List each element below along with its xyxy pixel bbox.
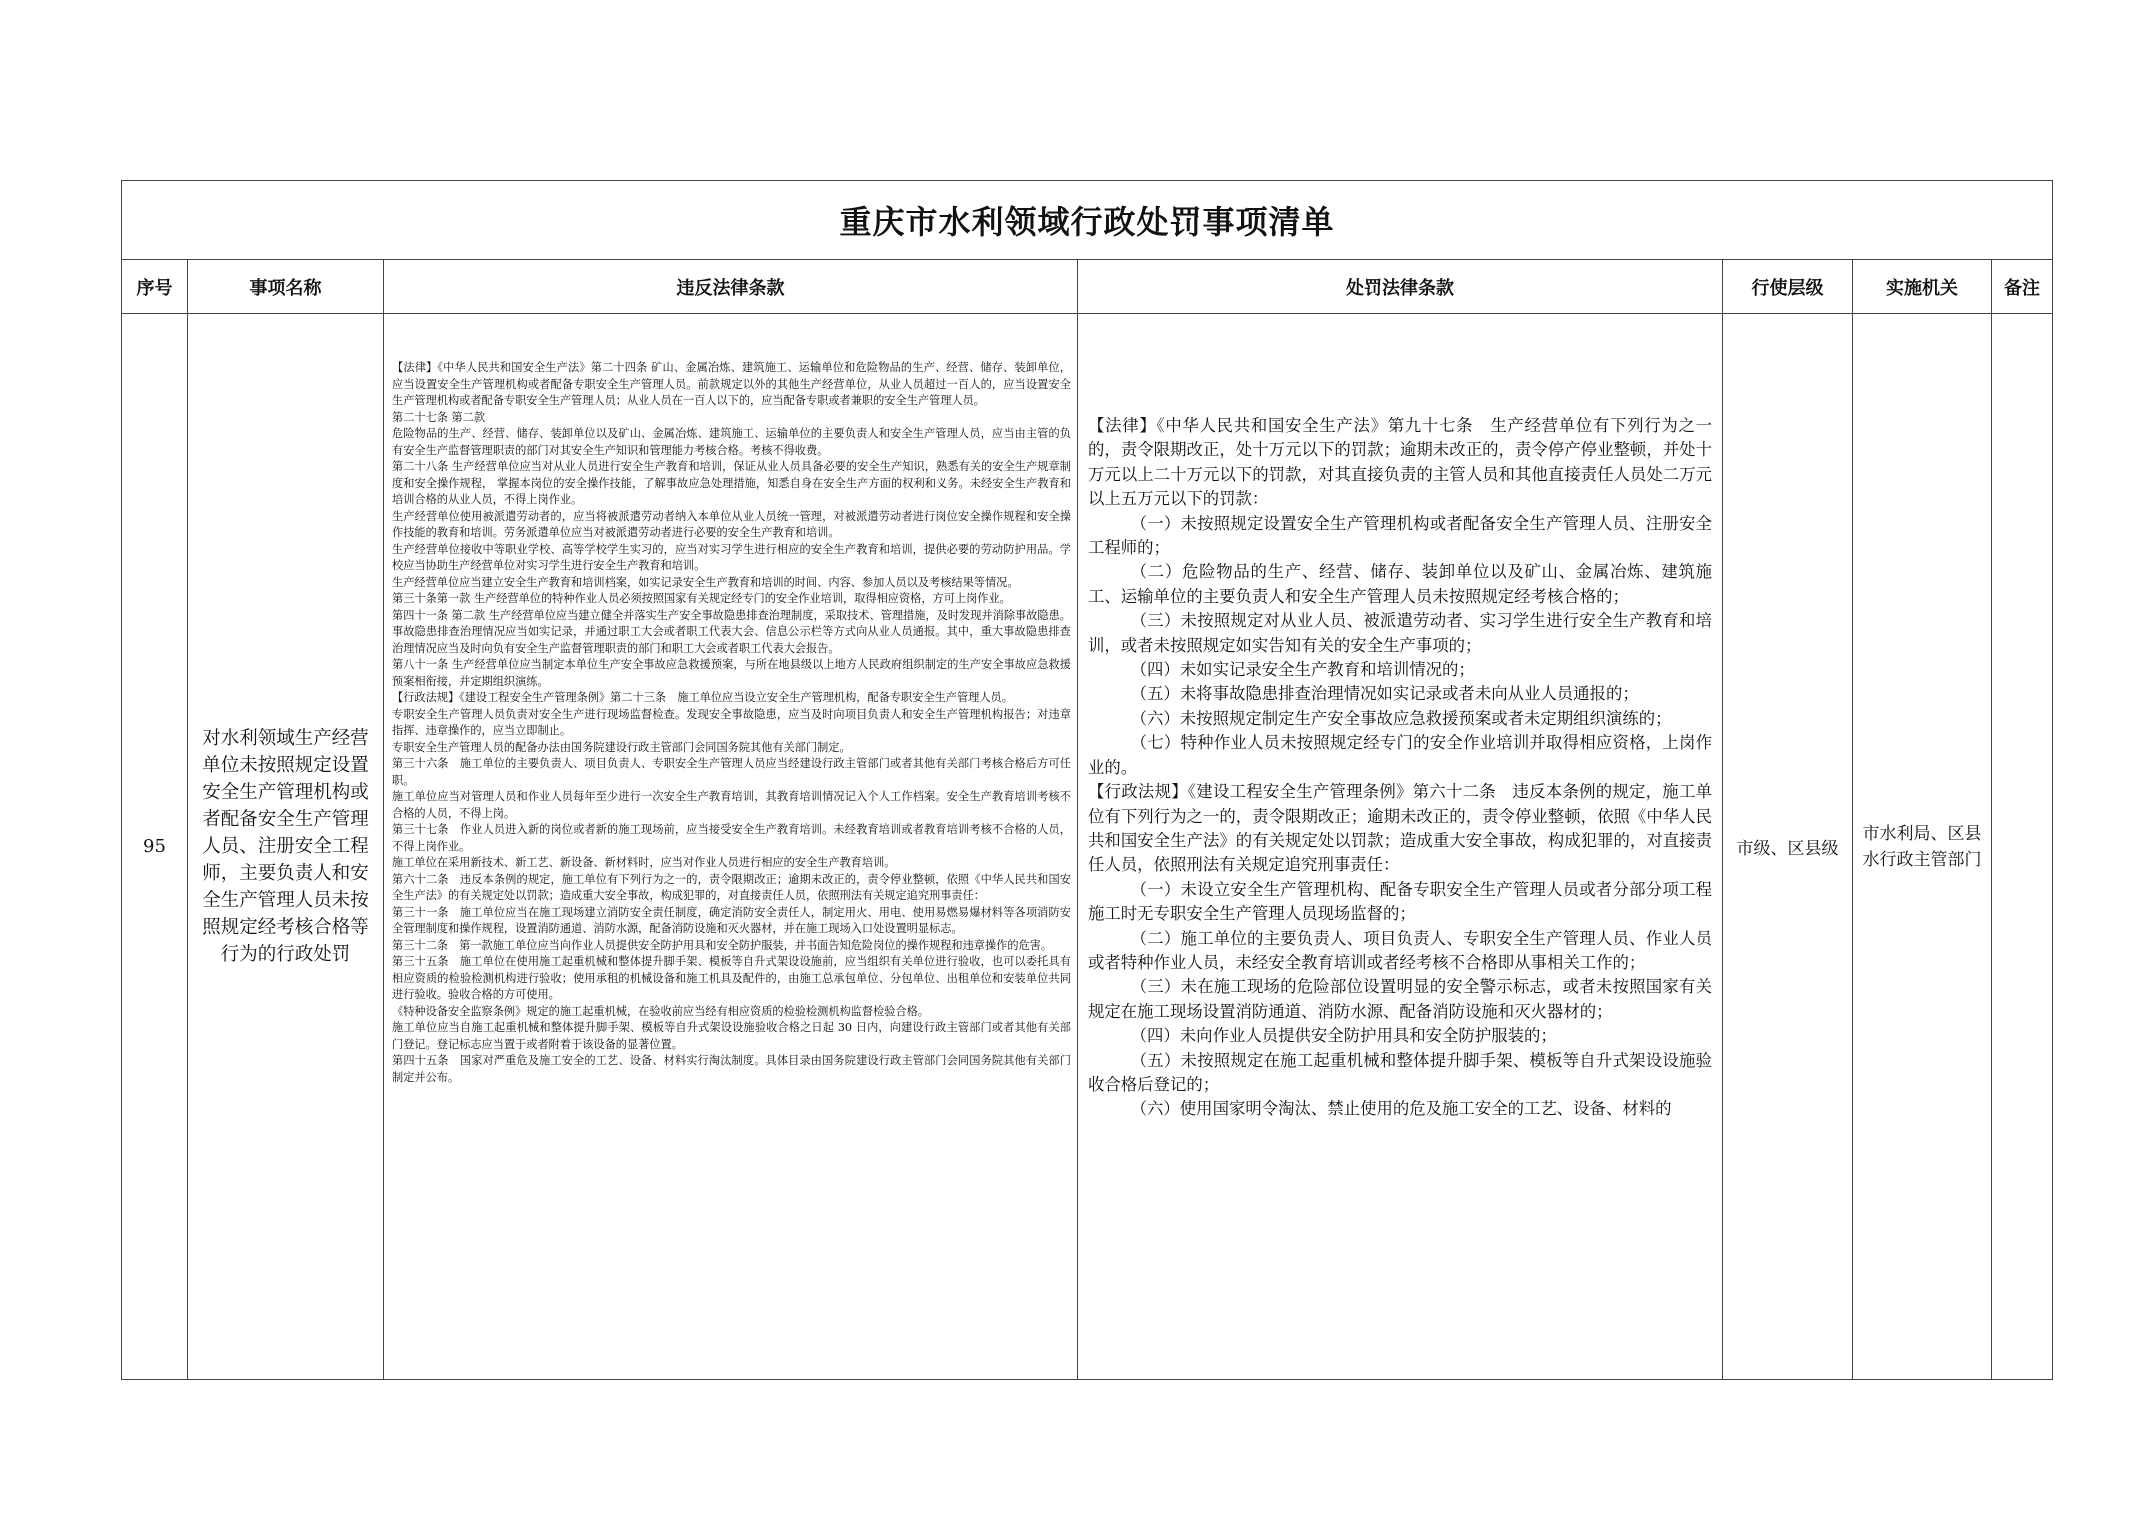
penalty-paragraph: （六）未按照规定制定生产安全事故应急救援预案或者未定期组织演练的； [1130, 708, 1672, 728]
violation-paragraph: 第三十二条 第一款施工单位应当向作业人员提供安全防护用具和安全防护服装，并书面告知危险岗位的操作规程和违章操作的危害。 [392, 938, 1053, 952]
penalty-paragraph: （四）未如实记录安全生产教育和培训情况的； [1130, 660, 1475, 680]
violation-paragraph: 第三十七条 作业人员进入新的岗位或者新的施工现场前，应当接受安全生产教育培训。未经教育培训或者教育培训考核不合格的人员，不得上岗作业。 [392, 823, 1071, 853]
violation-paragraph: 《特种设备安全监察条例》规定的施工起重机械，在验收前应当经有相应资质的检验检测机构监督检验合格。 [392, 1004, 930, 1018]
violation-paragraph: 第三十一条 施工单位应当在施工现场建立消防安全责任制度，确定消防安全责任人，制定用火、用电、使用易燃易爆材料等各项消防安全管理制度和操作规程，设置消防通道、消防水源，配备消防设施和灭火器材，并在施工现场入口处设置明显标志。 [392, 905, 1071, 935]
violation-paragraph: 施工单位应当自施工起重机械和整体提升脚手架、模板等自升式架设设施验收合格之日起 30 日内，向建设行政主管部门或者其他有关部门登记。登记标志应当置于或者附着于该设备的显著位置。 [392, 1021, 1071, 1051]
row-item-name: 对水利领域生产经营单位未按照规定设置安全生产管理机构或者配备安全生产管理人员、注册安全工程师，主要负责人和安全生产管理人员未按照规定经考核合格等行为的行政处罚 [188, 314, 384, 1380]
violation-paragraph: 生产经营单位应当建立安全生产教育和培训档案，如实记录安全生产教育和培训的时间、内容、参加人员以及考核结果等情况。 [392, 575, 1019, 589]
row-violation-clauses [384, 314, 1078, 1380]
header-name: 事项名称 [188, 260, 384, 314]
violation-paragraph: 第八十一条 生产经营单位应当制定本单位生产安全事故应急救援预案，与所在地县级以上地方人民政府组织制定的生产安全事故应急救援预案相衔接，并定期组织演练。 [392, 658, 1071, 688]
header-violation: 违反法律条款 [384, 260, 1078, 314]
document-title: 重庆市水利领域行政处罚事项清单 [122, 181, 2053, 260]
penalty-paragraph: （三）未在施工现场的危险部位设置明显的安全警示标志，或者未按照国家有关规定在施工现场设置消防通道、消防水源、配备消防设施和灭火器材的； [1088, 977, 1712, 1021]
penalty-text [1078, 314, 1722, 1122]
penalty-paragraph: （三）未按照规定对从业人员、被派遣劳动者、实习学生进行安全生产教育和培训，或者未按照规定如实告知有关的安全生产事项的； [1088, 611, 1712, 655]
violation-paragraph: 第二十七条 第二款 [392, 410, 486, 424]
penalty-paragraph: （五）未将事故隐患排查治理情况如实记录或者未向从业人员通报的； [1130, 684, 1639, 704]
header-penalty: 处罚法律条款 [1078, 260, 1723, 314]
violation-paragraph: 生产经营单位接收中等职业学校、高等学校学生实习的，应当对实习学生进行相应的安全生产教育和培训，提供必要的劳动防护用品。学校应当协助生产经营单位对实习学生进行安全生产教育和培训。 [392, 542, 1071, 572]
violation-text [384, 314, 1077, 1086]
violation-paragraph: 危险物品的生产、经营、储存、装卸单位以及矿山、金属冶炼、建筑施工、运输单位的主要负责人和安全生产管理人员，应当由主管的负有安全生产监督管理职责的部门对其安全生产知识和管理能力考核合格。考核不得收费。 [392, 427, 1071, 457]
penalty-list-table [121, 180, 2053, 1380]
violation-paragraph: 专职安全生产管理人员负责对安全生产进行现场监督检查。发现安全事故隐患，应当及时向项目负责人和安全生产管理机构报告；对违章指挥、违章操作的，应当立即制止。 [392, 707, 1071, 737]
row-num: 95 [122, 314, 188, 1380]
penalty-paragraph: （二）施工单位的主要负责人、项目负责人、专职安全生产管理人员、作业人员或者特种作业人员，未经安全教育培训或者经考核不合格即从事相关工作的； [1088, 928, 1712, 972]
violation-paragraph: 第四十五条 国家对严重危及施工安全的工艺、设备、材料实行淘汰制度。具体目录由国务院建设行政主管部门会同国务院其他有关部门制定并公布。 [392, 1054, 1071, 1084]
row-penalty-clauses [1078, 314, 1723, 1380]
table-row [122, 314, 2053, 1380]
violation-paragraph: 第三十条第一款 生产经营单位的特种作业人员必须按照国家有关规定经专门的安全作业培训，取得相应资格，方可上岗作业。 [392, 592, 1011, 605]
penalty-paragraph: （一）未设立安全生产管理机构、配备专职安全生产管理人员或者分部分项工程施工时无专职安全生产管理人员现场监督的； [1088, 879, 1712, 924]
violation-paragraph: 第三十六条 施工单位的主要负责人、项目负责人、专职安全生产管理人员应当经建设行政主管部门或者其他有关部门考核合格后方可任职。 [392, 757, 1071, 787]
penalty-paragraph: （一）未按照规定设置安全生产管理机构或者配备安全生产管理人员、注册安全工程师的； [1088, 513, 1712, 558]
violation-paragraph: 【法律】《中华人民共和国安全生产法》第二十四条 矿山、金属冶炼、建筑施工、运输单位和危险物品的生产、经营、储存、装卸单位，应当设置安全生产管理机构或者配备专职安全生产管理人员。前款规定以外的其他生产经营单位，从业人员超过一百人的，应当设置安全生产管理机构或者配备专职安全生产管理人员；从业人员在一百人以下的，应当配备专职或者兼职的安全生产管理人员。 [392, 361, 1071, 407]
penalty-paragraph: 【行政法规】《建设工程安全生产管理条例》第六十二条 违反本条例的规定，施工单位有下列行为之一的，责令限期改正；逾期未改正的，责令停业整顿，依照《中华人民共和国安全生产法》的有关规定处以罚款；造成重大安全事故，构成犯罪的，对直接责任人员，依照刑法有关规定追究刑事责任： [1088, 782, 1712, 875]
violation-paragraph: 第二十八条 生产经营单位应当对从业人员进行安全生产教育和培训，保证从业人员具备必要的安全生产知识，熟悉有关的安全生产规章制度和安全操作规程， 掌握本岗位的安全操作技能，了解事故应急处理措施，知悉自身在安全生产方面的权利和义务。未经安全生产教育和培训合格的从业人员，不得上岗作业。 [392, 460, 1071, 506]
violation-paragraph: 第三十五条 施工单位在使用施工起重机械和整体提升脚手架、模板等自升式架设设施前，应当组织有关单位进行验收，也可以委托具有相应资质的检验检测机构进行验收；使用承租的机械设备和施工机具及配件的，由施工总承包单位、分包单位、出租单位和安装单位共同进行验收。验收合格的方可使用。 [392, 955, 1071, 1001]
penalty-paragraph: （二）危险物品的生产、经营、储存、装卸单位以及矿山、金属冶炼、建筑施工、运输单位的主要负责人和安全生产管理人员未按照规定经考核合格的； [1088, 562, 1712, 606]
violation-paragraph: 施工单位应当对管理人员和作业人员每年至少进行一次安全生产教育培训，其教育培训情况记入个人工作档案。安全生产教育培训考核不合格的人员，不得上岗。 [392, 790, 1071, 820]
violation-paragraph: 第四十一条 第二款 生产经营单位应当建立健全并落实生产安全事故隐患排查治理制度，采取技术、管理措施，及时发现并消除事故隐患。事故隐患排查治理情况应当如实记录，并通过职工大会或者职工代表大会、信息公示栏等方式向从业人员通报。其中，重大事故隐患排查治理情况应当及时向负有安全生产监督管理职责的部门和职工大会或者职工代表大会报告。 [392, 608, 1071, 655]
penalty-paragraph: （四）未向作业人员提供安全防护用具和安全防护服装的； [1130, 1026, 1557, 1046]
violation-paragraph: 生产经营单位使用被派遣劳动者的，应当将被派遣劳动者纳入本单位从业人员统一管理，对被派遣劳动者进行岗位安全操作规程和安全操作技能的教育和培训。劳务派遣单位应当对被派遣劳动者进行必要的安全生产教育和培训。 [392, 509, 1071, 539]
violation-paragraph: 【行政法规】《建设工程安全生产管理条例》第二十三条 施工单位应当设立安全生产管理机构，配备专职安全生产管理人员。 [392, 691, 1013, 704]
violation-paragraph: 第六十二条 违反本条例的规定，施工单位有下列行为之一的，责令限期改正；逾期未改正的，责令停业整顿，依照《中华人民共和国安全生产法》的有关规定处以罚款；造成重大安全事故，构成犯罪的，对直接责任人员，依照刑法有关规定追究刑事责任： [392, 872, 1071, 902]
header-agency: 实施机关 [1853, 260, 1992, 314]
header-num: 序号 [122, 260, 188, 314]
violation-paragraph: 施工单位在采用新技术、新工艺、新设备、新材料时，应当对作业人员进行相应的安全生产教育培训。 [392, 856, 896, 869]
violation-paragraph: 专职安全生产管理人员的配备办法由国务院建设行政主管部门会同国务院其他有关部门制定。 [392, 740, 851, 754]
row-level: 市级、区县级 [1723, 314, 1853, 1380]
row-agency: 市水利局、区县水行政主管部门 [1853, 314, 1992, 1380]
header-row [122, 260, 2053, 314]
penalty-paragraph: 【法律】《中华人民共和国安全生产法》第九十七条 生产经营单位有下列行为之一的，责令限期改正，处十万元以下的罚款；逾期未改正的，责令停产停业整顿，并处十万元以上二十万元以下的罚款，对其直接负责的主管人员和其他直接责任人员处二万元以上五万元以下的罚款： [1088, 416, 1712, 509]
penalty-paragraph: （六）使用国家明令淘汰、禁止使用的危及施工安全的工艺、设备、材料的 [1130, 1099, 1672, 1119]
header-level: 行使层级 [1723, 260, 1853, 314]
header-remark: 备注 [1992, 260, 2053, 314]
penalty-paragraph: （五）未按照规定在施工起重机械和整体提升脚手架、模板等自升式架设设施验收合格后登记的； [1088, 1050, 1712, 1094]
row-remark [1992, 314, 2053, 1380]
penalty-paragraph: （七）特种作业人员未按照规定经专门的安全作业培训并取得相应资格，上岗作业的。 [1088, 733, 1712, 777]
